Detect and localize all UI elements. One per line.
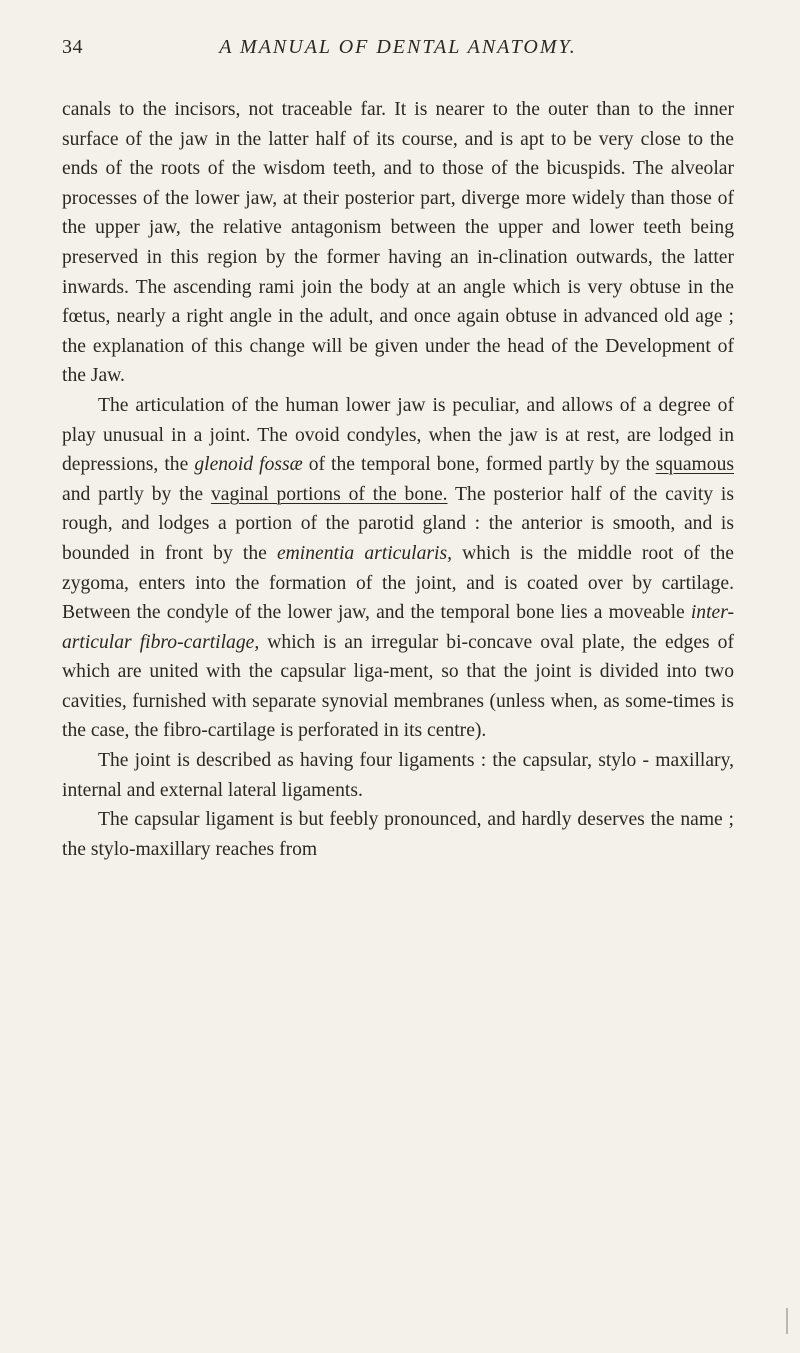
margin-mark (786, 1308, 788, 1334)
paragraph-articulation (62, 391, 734, 746)
paragraph-capsular-ligament: The capsular ligament is but feebly pronounced, and hardly deserves the name ; the stylo-maxillary reaches from (62, 809, 734, 860)
underlined-vaginal-portions: vaginal portions of the bone. (210, 483, 448, 505)
body-text (62, 95, 734, 864)
page-header (62, 36, 734, 68)
text-segment: which is the middle root of the zygoma, enters into the formation of the joint, and is coated over by cartilage. Between the condyle of the lower jaw, and the temporal bone lies a moveable (62, 542, 734, 624)
term-eminentia-articularis: eminentia articularis, (276, 542, 452, 564)
paragraph-ligaments: The joint is described as having four ligaments : the capsular, stylo - maxillary, internal and external lateral ligaments. (62, 750, 734, 801)
text-segment: which is an irregular bi-concave oval plate, the edges of which are united with the capsular liga-ment, so that the joint is divided into two cavities, furnished with separate synovial membranes (unless when, as some-times is the case, the fibro-cartilage is perforated in its centre). (62, 631, 734, 742)
underlined-squamous: squamous (655, 454, 734, 476)
text-segment: The articulation of the human lower jaw is peculiar, and allows of a degree of play unusual in a joint. The ovoid condyles, when the jaw is at rest, are lodged in depressions, the (62, 394, 734, 476)
paragraph-continuation: canals to the incisors, not traceable far. It is nearer to the outer than to the inner surface of the jaw in the latter half of its course, and is apt to be very close to the ends of the roots of the wisdom teeth, and to those of the bicuspids. The alveolar processes of the lower jaw, at their posterior part, diverge more widely than those of the upper jaw, the relative antagonism between the upper and lower teeth being preserved in this region by the former having an in-clination outwards, the latter inwards. The ascending rami join the body at an angle which is very obtuse in the fœtus, nearly a right angle in the adult, and once again obtuse in advanced old age ; the explanation of this change will be given under the head of the Development of the Jaw. (62, 99, 734, 387)
running-title: A MANUAL OF DENTAL ANATOMY. (219, 36, 577, 58)
text-segment: of the temporal bone, formed partly by the (302, 454, 656, 476)
term-inter-articular-fibro-cartilage: inter-articular fibro-cartilage, (62, 602, 734, 653)
text-segment: The posterior half of the cavity is rough, and lodges a portion of the parotid gland : the anterior is smooth, and is bounded in front by the (62, 483, 734, 564)
term-glenoid-fossae: glenoid fossæ (194, 454, 303, 476)
text-segment: and partly by the (62, 483, 211, 505)
page-number: 34 (62, 36, 83, 58)
